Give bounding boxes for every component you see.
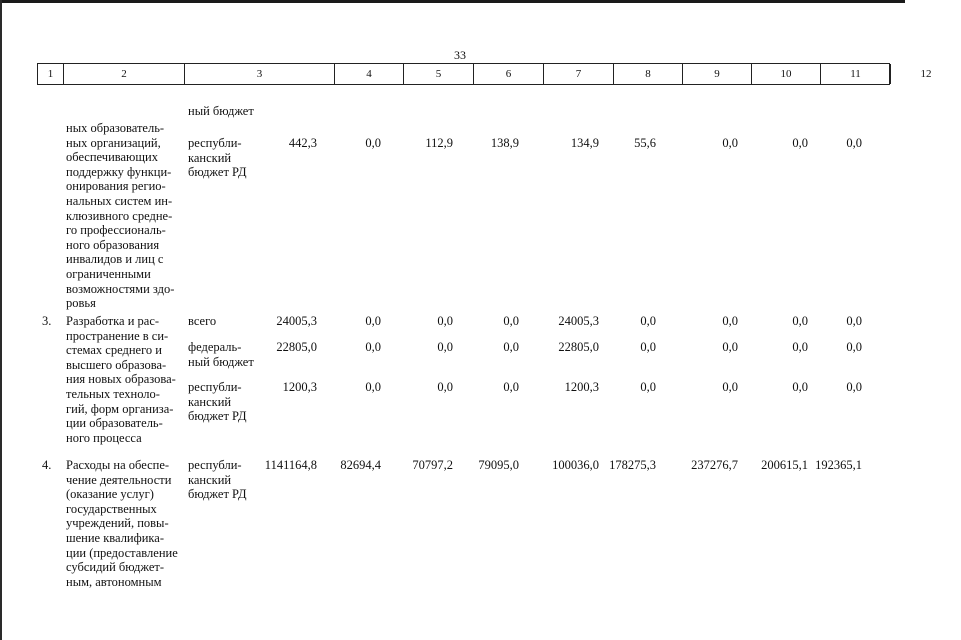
column-header-row bbox=[37, 63, 932, 85]
column-header-6: 6 bbox=[474, 64, 544, 84]
row-4-source-regional: республи- канский бюджет РД bbox=[188, 458, 247, 502]
row-3-source-total: всего bbox=[188, 314, 217, 328]
scan-edge-top bbox=[0, 0, 905, 3]
column-header-2: 2 bbox=[64, 64, 185, 84]
row-3-federal-col-7: 0,0 bbox=[503, 340, 519, 354]
row-3-regional-col-8: 1200,3 bbox=[564, 380, 599, 394]
column-header-5: 5 bbox=[404, 64, 474, 84]
row-4-regional-col-7: 79095,0 bbox=[478, 458, 519, 472]
continued-source-label: ный бюджет bbox=[188, 104, 254, 118]
column-header-12: 12 bbox=[920, 68, 932, 80]
row-4-regional-col-5: 82694,4 bbox=[340, 458, 381, 472]
row-3-regional-col-9: 0,0 bbox=[640, 380, 656, 394]
row-3-total-col-4: 24005,3 bbox=[276, 314, 317, 328]
row-a-source-regional: республи- канский бюджет РД bbox=[188, 136, 247, 180]
row-3-federal-col-8: 22805,0 bbox=[558, 340, 599, 354]
row-3-total-col-10: 0,0 bbox=[722, 314, 738, 328]
row-a-regional-col-7: 138,9 bbox=[490, 136, 519, 150]
row-4-regional-col-9: 178275,3 bbox=[609, 458, 656, 472]
row-4-regional-col-11: 200615,1 bbox=[761, 458, 808, 472]
row-3-regional-col-7: 0,0 bbox=[503, 380, 519, 394]
row-3-regional-col-11: 0,0 bbox=[792, 380, 808, 394]
column-header-11: 11 bbox=[821, 64, 891, 84]
row-3-total-col-8: 24005,3 bbox=[558, 314, 599, 328]
row-3-source-regional: республи- канский бюджет РД bbox=[188, 380, 247, 424]
row-3-regional-col-12: 0,0 bbox=[846, 380, 862, 394]
column-header-1: 1 bbox=[38, 64, 64, 84]
column-header-7: 7 bbox=[544, 64, 614, 84]
row-a-regional-col-5: 0,0 bbox=[365, 136, 381, 150]
row-4-regional-col-10: 237276,7 bbox=[691, 458, 738, 472]
row-a-regional-col-6: 112,9 bbox=[425, 136, 453, 150]
row-3-description: Разработка и рас- пространение в си- стемах среднего и высшего образова- ния новых образова- тельных техноло- гий, форм организа- ции образователь- ного процесса bbox=[66, 314, 176, 445]
row-a-description: ных образователь- ных организаций, обеспечивающих поддержку функци- онирования регио- нальных систем ин- клюзивного средне- го профессиональ- ного образования инвалидов и лиц с ограниченными возможностями здо- ровья bbox=[66, 121, 175, 311]
row-3-total-col-9: 0,0 bbox=[640, 314, 656, 328]
row-3-federal-col-10: 0,0 bbox=[722, 340, 738, 354]
row-a-regional-col-9: 55,6 bbox=[634, 136, 656, 150]
row-4-number: 4. bbox=[42, 458, 52, 472]
row-3-regional-col-4: 1200,3 bbox=[282, 380, 317, 394]
column-header-3: 3 bbox=[185, 64, 335, 84]
row-a-regional-col-10: 0,0 bbox=[722, 136, 738, 150]
row-3-total-col-11: 0,0 bbox=[792, 314, 808, 328]
row-3-regional-col-10: 0,0 bbox=[722, 380, 738, 394]
row-3-total-col-5: 0,0 bbox=[365, 314, 381, 328]
row-3-federal-col-11: 0,0 bbox=[792, 340, 808, 354]
page-number: 33 bbox=[454, 48, 466, 62]
row-3-federal-col-9: 0,0 bbox=[640, 340, 656, 354]
row-a-regional-col-8: 134,9 bbox=[570, 136, 599, 150]
row-4-description: Расходы на обеспе- чение деятельности (оказание услуг) государственных учреждений, повы- шение квалифика- ции (предоставление субсидий бюджет- ным, автономным bbox=[66, 458, 178, 589]
row-4-regional-col-12: 192365,1 bbox=[815, 458, 862, 472]
column-header-4: 4 bbox=[335, 64, 404, 84]
row-3-federal-col-5: 0,0 bbox=[365, 340, 381, 354]
row-4-regional-col-4: 1141164,8 bbox=[264, 458, 317, 472]
row-4-regional-col-8: 100036,0 bbox=[552, 458, 599, 472]
row-3-total-col-7: 0,0 bbox=[503, 314, 519, 328]
row-3-total-col-6: 0,0 bbox=[437, 314, 453, 328]
column-header-10: 10 bbox=[752, 64, 821, 84]
row-3-regional-col-6: 0,0 bbox=[437, 380, 453, 394]
row-3-source-federal: федераль- ный бюджет bbox=[188, 340, 254, 369]
row-3-federal-col-4: 22805,0 bbox=[276, 340, 317, 354]
row-a-regional-col-11: 0,0 bbox=[792, 136, 808, 150]
row-3-total-col-12: 0,0 bbox=[846, 314, 862, 328]
row-3-federal-col-6: 0,0 bbox=[437, 340, 453, 354]
row-3-regional-col-5: 0,0 bbox=[365, 380, 381, 394]
column-header-8: 8 bbox=[614, 64, 683, 84]
row-3-federal-col-12: 0,0 bbox=[846, 340, 862, 354]
column-header-9: 9 bbox=[683, 64, 752, 84]
row-3-number: 3. bbox=[42, 314, 52, 328]
row-4-regional-col-6: 70797,2 bbox=[412, 458, 453, 472]
row-a-regional-col-12: 0,0 bbox=[846, 136, 862, 150]
scan-edge-left bbox=[0, 0, 2, 640]
row-a-regional-col-4: 442,3 bbox=[288, 136, 317, 150]
